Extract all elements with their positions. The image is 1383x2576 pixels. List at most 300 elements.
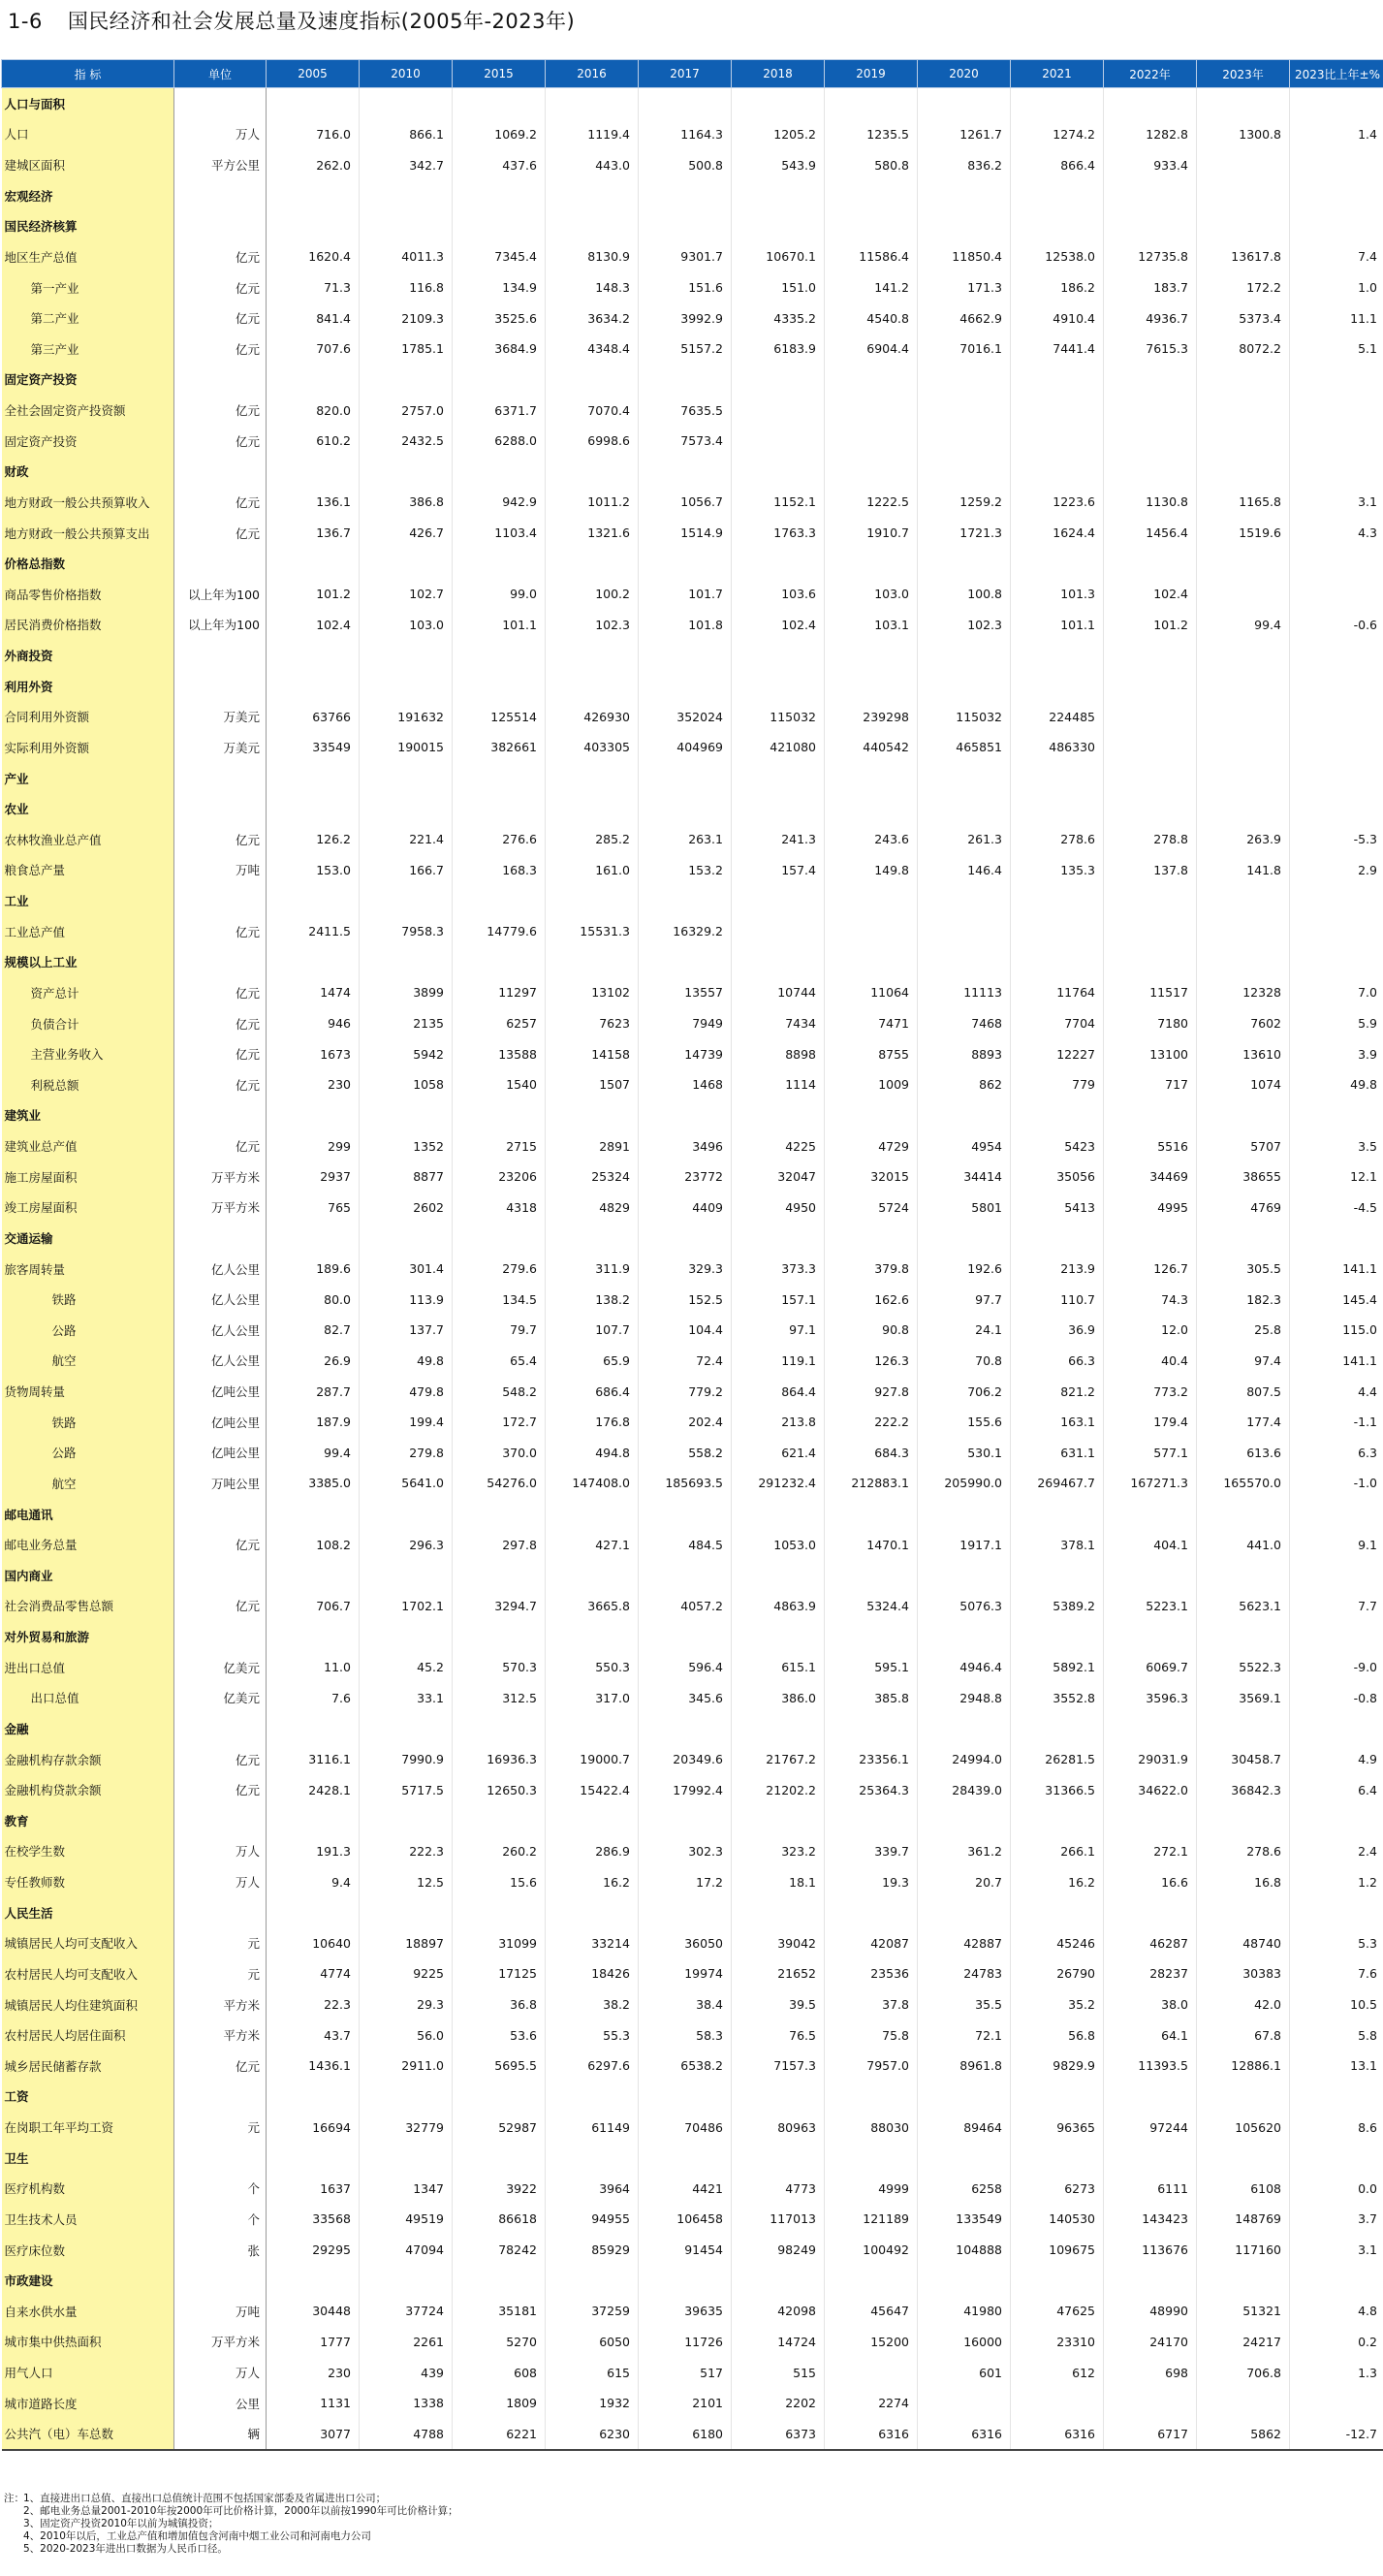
value-cell: 3077 bbox=[267, 2419, 360, 2451]
unit-cell bbox=[174, 2082, 267, 2113]
value-cell bbox=[1197, 395, 1290, 426]
value-cell: 101.3 bbox=[1011, 579, 1104, 610]
value-cell: 13100 bbox=[1104, 1038, 1197, 1069]
footnote-label bbox=[4, 2518, 23, 2530]
indicator-name: 农村居民人均可支配收入 bbox=[2, 1958, 174, 1989]
value-cell: 140530 bbox=[1011, 2204, 1104, 2235]
value-cell: 14779.6 bbox=[453, 916, 546, 947]
value-cell: 86618 bbox=[453, 2204, 546, 2235]
value-cell: 302.3 bbox=[639, 1836, 732, 1867]
value-cell: 230 bbox=[267, 2357, 360, 2388]
value-cell bbox=[1104, 548, 1197, 579]
value-cell: 1673 bbox=[267, 1038, 360, 1069]
value-cell: 1763.3 bbox=[732, 518, 825, 549]
footnote-line bbox=[4, 2543, 458, 2556]
value-cell: 443.0 bbox=[546, 149, 639, 180]
value-cell bbox=[1104, 702, 1197, 733]
value-cell bbox=[1290, 732, 1383, 763]
unit-cell bbox=[174, 211, 267, 242]
indicator-name: 用气人口 bbox=[2, 2357, 174, 2388]
value-cell bbox=[732, 395, 825, 426]
value-cell bbox=[732, 793, 825, 824]
value-cell bbox=[639, 793, 732, 824]
value-cell bbox=[918, 2388, 1011, 2419]
value-cell bbox=[918, 1499, 1011, 1530]
value-cell: 19974 bbox=[639, 1958, 732, 1989]
section-heading: 利用外资 bbox=[2, 671, 174, 702]
value-cell bbox=[639, 640, 732, 671]
table-row bbox=[2, 579, 1383, 610]
footnote-text: 4、2010年以后，工业总产值和增加值包含河南中烟工业公司和河南电力公司 bbox=[23, 2530, 371, 2542]
value-cell: 48990 bbox=[1104, 2296, 1197, 2327]
table-row bbox=[2, 1744, 1383, 1775]
value-cell: 11113 bbox=[918, 977, 1011, 1008]
indicator-name: 自来水供水量 bbox=[2, 2296, 174, 2327]
value-cell: 6221 bbox=[453, 2419, 546, 2451]
value-cell: 5695.5 bbox=[453, 2051, 546, 2082]
value-cell bbox=[360, 2265, 453, 2296]
value-cell bbox=[918, 1713, 1011, 1744]
unit-cell bbox=[174, 548, 267, 579]
value-cell: 6998.6 bbox=[546, 426, 639, 457]
unit-cell: 万平方米 bbox=[174, 1193, 267, 1224]
value-cell bbox=[267, 365, 360, 396]
value-cell bbox=[267, 793, 360, 824]
section-row bbox=[2, 2082, 1383, 2113]
value-cell bbox=[1011, 1621, 1104, 1652]
column-header: 2018 bbox=[732, 60, 825, 88]
value-cell: 89464 bbox=[918, 2112, 1011, 2143]
value-cell: 7434 bbox=[732, 1008, 825, 1039]
value-cell bbox=[918, 2265, 1011, 2296]
value-cell: 272.1 bbox=[1104, 1836, 1197, 1867]
value-cell: 3116.1 bbox=[267, 1744, 360, 1775]
value-cell bbox=[267, 180, 360, 211]
value-cell: 2135 bbox=[360, 1008, 453, 1039]
section-row bbox=[2, 885, 1383, 916]
value-cell: 1164.3 bbox=[639, 119, 732, 150]
value-cell bbox=[1197, 1100, 1290, 1131]
value-cell bbox=[1197, 916, 1290, 947]
value-cell: 137.7 bbox=[360, 1315, 453, 1346]
value-cell: 26.9 bbox=[267, 1346, 360, 1377]
value-cell: 15422.4 bbox=[546, 1774, 639, 1805]
unit-cell: 亿元 bbox=[174, 487, 267, 518]
value-cell bbox=[732, 1713, 825, 1744]
indicator-name: 在岗职工年平均工资 bbox=[2, 2112, 174, 2143]
value-cell: 46287 bbox=[1104, 1928, 1197, 1959]
unit-cell: 以上年为100 bbox=[174, 610, 267, 641]
value-cell: 163.1 bbox=[1011, 1407, 1104, 1438]
value-cell: 31366.5 bbox=[1011, 1774, 1104, 1805]
unit-cell: 元 bbox=[174, 2112, 267, 2143]
value-cell: 426930 bbox=[546, 702, 639, 733]
table-row bbox=[2, 824, 1383, 855]
value-cell: 25324 bbox=[546, 1161, 639, 1193]
value-cell: 11517 bbox=[1104, 977, 1197, 1008]
value-cell: 601 bbox=[918, 2357, 1011, 2388]
value-cell bbox=[918, 395, 1011, 426]
value-cell bbox=[732, 1499, 825, 1530]
value-cell bbox=[267, 1560, 360, 1591]
value-cell: 5717.5 bbox=[360, 1774, 453, 1805]
value-cell: 1540 bbox=[453, 1069, 546, 1100]
value-cell: 38.0 bbox=[1104, 1989, 1197, 2020]
value-cell: 530.1 bbox=[918, 1438, 1011, 1469]
value-cell: 26281.5 bbox=[1011, 1744, 1104, 1775]
value-cell: 106458 bbox=[639, 2204, 732, 2235]
value-cell: 2109.3 bbox=[360, 302, 453, 334]
value-cell bbox=[825, 1713, 918, 1744]
value-cell bbox=[732, 426, 825, 457]
value-cell bbox=[918, 793, 1011, 824]
value-cell bbox=[918, 947, 1011, 978]
value-cell: 379.8 bbox=[825, 1254, 918, 1285]
value-cell bbox=[267, 885, 360, 916]
unit-cell: 平方米 bbox=[174, 2019, 267, 2051]
value-cell: 329.3 bbox=[639, 1254, 732, 1285]
table-row bbox=[2, 1346, 1383, 1377]
value-cell: 6371.7 bbox=[453, 395, 546, 426]
indicator-name: 航空 bbox=[2, 1468, 174, 1499]
value-cell: 16936.3 bbox=[453, 1744, 546, 1775]
value-cell: 71.3 bbox=[267, 272, 360, 303]
value-cell: 35.5 bbox=[918, 1989, 1011, 2020]
value-cell bbox=[267, 88, 360, 119]
value-cell: 4950 bbox=[732, 1193, 825, 1224]
value-cell bbox=[546, 2265, 639, 2296]
value-cell: 299 bbox=[267, 1130, 360, 1161]
table-row bbox=[2, 1193, 1383, 1224]
value-cell bbox=[1011, 1897, 1104, 1928]
value-cell: 13.1 bbox=[1290, 2051, 1383, 2082]
value-cell bbox=[825, 395, 918, 426]
value-cell bbox=[1197, 1499, 1290, 1530]
value-cell bbox=[732, 2082, 825, 2113]
value-cell: 63766 bbox=[267, 702, 360, 733]
value-cell bbox=[1011, 1499, 1104, 1530]
value-cell bbox=[360, 1223, 453, 1254]
value-cell: 42098 bbox=[732, 2296, 825, 2327]
value-cell bbox=[825, 1897, 918, 1928]
value-cell: 152.5 bbox=[639, 1284, 732, 1315]
value-cell: 151.6 bbox=[639, 272, 732, 303]
value-cell: 297.8 bbox=[453, 1529, 546, 1560]
value-cell: 80.0 bbox=[267, 1284, 360, 1315]
value-cell bbox=[453, 457, 546, 488]
value-cell: 16.8 bbox=[1197, 1866, 1290, 1897]
value-cell bbox=[360, 1713, 453, 1744]
value-cell: 37259 bbox=[546, 2296, 639, 2327]
value-cell: 30448 bbox=[267, 2296, 360, 2327]
value-cell: 109675 bbox=[1011, 2235, 1104, 2266]
value-cell: -5.3 bbox=[1290, 824, 1383, 855]
value-cell bbox=[1290, 548, 1383, 579]
value-cell: 101.2 bbox=[267, 579, 360, 610]
value-cell bbox=[453, 1560, 546, 1591]
value-cell: 706.7 bbox=[267, 1591, 360, 1622]
value-cell: 305.5 bbox=[1197, 1254, 1290, 1285]
value-cell: 1338 bbox=[360, 2388, 453, 2419]
value-cell: 404.1 bbox=[1104, 1529, 1197, 1560]
value-cell: 1347 bbox=[360, 2174, 453, 2205]
value-cell bbox=[546, 671, 639, 702]
value-cell: 4946.4 bbox=[918, 1652, 1011, 1683]
unit-cell: 亿元 bbox=[174, 334, 267, 365]
value-cell: 13102 bbox=[546, 977, 639, 1008]
unit-cell bbox=[174, 365, 267, 396]
value-cell bbox=[546, 365, 639, 396]
section-heading: 邮电通讯 bbox=[2, 1499, 174, 1530]
section-heading: 产业 bbox=[2, 763, 174, 794]
value-cell bbox=[918, 1223, 1011, 1254]
column-header: 2021 bbox=[1011, 60, 1104, 88]
value-cell: 612 bbox=[1011, 2357, 1104, 2388]
unit-cell bbox=[174, 1805, 267, 1836]
value-cell: 5324.4 bbox=[825, 1591, 918, 1622]
value-cell: 31099 bbox=[453, 1928, 546, 1959]
table-row bbox=[2, 1161, 1383, 1193]
value-cell: 1069.2 bbox=[453, 119, 546, 150]
value-cell: 2274 bbox=[825, 2388, 918, 2419]
value-cell bbox=[453, 1897, 546, 1928]
table-row bbox=[2, 395, 1383, 426]
value-cell: 2948.8 bbox=[918, 1683, 1011, 1714]
value-cell: 42887 bbox=[918, 1928, 1011, 1959]
value-cell bbox=[1290, 2082, 1383, 2113]
value-cell bbox=[546, 1100, 639, 1131]
value-cell bbox=[546, 88, 639, 119]
value-cell: 115.0 bbox=[1290, 1315, 1383, 1346]
unit-cell: 元 bbox=[174, 1958, 267, 1989]
value-cell: 278.6 bbox=[1197, 1836, 1290, 1867]
indicator-table bbox=[1, 59, 1383, 2451]
indicator-name: 航空 bbox=[2, 1346, 174, 1377]
value-cell: 1785.1 bbox=[360, 334, 453, 365]
value-cell: 5641.0 bbox=[360, 1468, 453, 1499]
unit-cell bbox=[174, 793, 267, 824]
value-cell bbox=[1104, 2388, 1197, 2419]
value-cell: 361.2 bbox=[918, 1836, 1011, 1867]
value-cell: 7157.3 bbox=[732, 2051, 825, 2082]
value-cell bbox=[825, 947, 918, 978]
value-cell: 1235.5 bbox=[825, 119, 918, 150]
value-cell bbox=[267, 1499, 360, 1530]
value-cell bbox=[639, 885, 732, 916]
value-cell bbox=[1197, 947, 1290, 978]
value-cell: 279.6 bbox=[453, 1254, 546, 1285]
value-cell: 182.3 bbox=[1197, 1284, 1290, 1315]
unit-cell: 亿元 bbox=[174, 241, 267, 272]
value-cell: 28439.0 bbox=[918, 1774, 1011, 1805]
value-cell bbox=[1104, 1100, 1197, 1131]
value-cell: 151.0 bbox=[732, 272, 825, 303]
value-cell bbox=[1104, 947, 1197, 978]
value-cell bbox=[453, 947, 546, 978]
value-cell: 4769 bbox=[1197, 1193, 1290, 1224]
column-header: 2023比上年±% bbox=[1290, 60, 1383, 88]
value-cell bbox=[453, 1100, 546, 1131]
value-cell: 16000 bbox=[918, 2327, 1011, 2358]
value-cell: 9.4 bbox=[267, 1866, 360, 1897]
table-row bbox=[2, 2174, 1383, 2205]
value-cell bbox=[825, 457, 918, 488]
value-cell bbox=[1290, 885, 1383, 916]
value-cell: 373.3 bbox=[732, 1254, 825, 1285]
value-cell bbox=[360, 457, 453, 488]
value-cell: 6050 bbox=[546, 2327, 639, 2358]
value-cell: 6108 bbox=[1197, 2174, 1290, 2205]
column-header: 2020 bbox=[918, 60, 1011, 88]
value-cell bbox=[825, 211, 918, 242]
value-cell: 115032 bbox=[918, 702, 1011, 733]
value-cell: 773.2 bbox=[1104, 1376, 1197, 1407]
value-cell bbox=[639, 1560, 732, 1591]
value-cell: 45.2 bbox=[360, 1652, 453, 1683]
value-cell bbox=[825, 2143, 918, 2174]
value-cell: 1519.6 bbox=[1197, 518, 1290, 549]
value-cell: 117160 bbox=[1197, 2235, 1290, 2266]
value-cell bbox=[1197, 548, 1290, 579]
value-cell bbox=[453, 548, 546, 579]
value-cell: 103.6 bbox=[732, 579, 825, 610]
value-cell: 11.1 bbox=[1290, 302, 1383, 334]
value-cell: 29.3 bbox=[360, 1989, 453, 2020]
table-row bbox=[2, 272, 1383, 303]
value-cell: 345.6 bbox=[639, 1683, 732, 1714]
indicator-name: 固定资产投资 bbox=[2, 426, 174, 457]
value-cell: 12650.3 bbox=[453, 1774, 546, 1805]
value-cell: 113.9 bbox=[360, 1284, 453, 1315]
indicator-name: 城乡居民储蓄存款 bbox=[2, 2051, 174, 2082]
value-cell: 141.2 bbox=[825, 272, 918, 303]
value-cell: 4999 bbox=[825, 2174, 918, 2205]
value-cell bbox=[1011, 640, 1104, 671]
value-cell bbox=[639, 1805, 732, 1836]
value-cell: 2432.5 bbox=[360, 426, 453, 457]
value-cell: 4421 bbox=[639, 2174, 732, 2205]
value-cell bbox=[1197, 88, 1290, 119]
value-cell: 276.6 bbox=[453, 824, 546, 855]
value-cell: 141.1 bbox=[1290, 1254, 1383, 1285]
value-cell bbox=[1104, 793, 1197, 824]
value-cell: 102.4 bbox=[732, 610, 825, 641]
value-cell: 621.4 bbox=[732, 1438, 825, 1469]
value-cell: 3665.8 bbox=[546, 1591, 639, 1622]
value-cell: -12.7 bbox=[1290, 2419, 1383, 2451]
value-cell bbox=[453, 211, 546, 242]
value-cell bbox=[825, 916, 918, 947]
value-cell bbox=[1011, 457, 1104, 488]
value-cell: 385.8 bbox=[825, 1683, 918, 1714]
value-cell: 1114 bbox=[732, 1069, 825, 1100]
value-cell bbox=[1197, 671, 1290, 702]
unit-cell bbox=[174, 2143, 267, 2174]
footnote-text: 3、固定资产投资2010年以前为城镇投资； bbox=[23, 2518, 219, 2529]
indicator-name: 第一产业 bbox=[2, 272, 174, 303]
section-heading: 外商投资 bbox=[2, 640, 174, 671]
value-cell bbox=[918, 2082, 1011, 2113]
unit-cell bbox=[174, 1713, 267, 1744]
value-cell: 864.4 bbox=[732, 1376, 825, 1407]
value-cell: 13610 bbox=[1197, 1038, 1290, 1069]
value-cell bbox=[360, 1499, 453, 1530]
value-cell: 1721.3 bbox=[918, 518, 1011, 549]
value-cell bbox=[1104, 916, 1197, 947]
value-cell: 5270 bbox=[453, 2327, 546, 2358]
value-cell: 6.4 bbox=[1290, 1774, 1383, 1805]
value-cell: 36.8 bbox=[453, 1989, 546, 2020]
value-cell bbox=[918, 885, 1011, 916]
value-cell bbox=[825, 885, 918, 916]
value-cell: 440542 bbox=[825, 732, 918, 763]
value-cell bbox=[1290, 1100, 1383, 1131]
value-cell bbox=[453, 1713, 546, 1744]
indicator-name: 利税总额 bbox=[2, 1069, 174, 1100]
value-cell bbox=[1011, 211, 1104, 242]
value-cell: 25364.3 bbox=[825, 1774, 918, 1805]
value-cell: 70486 bbox=[639, 2112, 732, 2143]
footnote-text: 5、2020-2023年进出口数据为人民币口径。 bbox=[23, 2543, 228, 2555]
column-header: 2022年 bbox=[1104, 60, 1197, 88]
value-cell: 117013 bbox=[732, 2204, 825, 2235]
value-cell bbox=[546, 1499, 639, 1530]
value-cell bbox=[453, 2143, 546, 2174]
value-cell bbox=[1104, 671, 1197, 702]
value-cell bbox=[825, 365, 918, 396]
value-cell: 1514.9 bbox=[639, 518, 732, 549]
table-row bbox=[2, 2235, 1383, 2266]
value-cell: 1917.1 bbox=[918, 1529, 1011, 1560]
value-cell: 2937 bbox=[267, 1161, 360, 1193]
value-cell: 5389.2 bbox=[1011, 1591, 1104, 1622]
section-row bbox=[2, 1560, 1383, 1591]
value-cell: 7.0 bbox=[1290, 977, 1383, 1008]
value-cell: -1.0 bbox=[1290, 1468, 1383, 1499]
value-cell bbox=[546, 2143, 639, 2174]
value-cell: 16.2 bbox=[546, 1866, 639, 1897]
table-row bbox=[2, 1652, 1383, 1683]
indicator-name: 邮电业务总量 bbox=[2, 1529, 174, 1560]
unit-cell bbox=[174, 1560, 267, 1591]
value-cell: 4.3 bbox=[1290, 518, 1383, 549]
value-cell: 33549 bbox=[267, 732, 360, 763]
value-cell bbox=[1011, 1100, 1104, 1131]
indicator-name: 施工房屋面积 bbox=[2, 1161, 174, 1193]
unit-cell: 亿元 bbox=[174, 1130, 267, 1161]
value-cell: 707.6 bbox=[267, 334, 360, 365]
value-cell bbox=[1290, 457, 1383, 488]
footnote-label bbox=[4, 2530, 23, 2543]
section-row bbox=[2, 671, 1383, 702]
value-cell bbox=[1290, 2388, 1383, 2419]
indicator-name: 城市道路长度 bbox=[2, 2388, 174, 2419]
indicator-name: 铁路 bbox=[2, 1284, 174, 1315]
unit-cell: 元 bbox=[174, 1928, 267, 1959]
value-cell: 155.6 bbox=[918, 1407, 1011, 1438]
footnote-text: 1、直接进出口总值、直接出口总值统计范围不包括国家部委及省属进出口公司； bbox=[23, 2493, 387, 2504]
value-cell: 4.9 bbox=[1290, 1744, 1383, 1775]
value-cell: -9.0 bbox=[1290, 1652, 1383, 1683]
value-cell: 97.7 bbox=[918, 1284, 1011, 1315]
unit-cell: 万人 bbox=[174, 119, 267, 150]
value-cell: 4774 bbox=[267, 1958, 360, 1989]
value-cell: 765 bbox=[267, 1193, 360, 1224]
unit-cell bbox=[174, 885, 267, 916]
value-cell: 47094 bbox=[360, 2235, 453, 2266]
value-cell bbox=[546, 211, 639, 242]
value-cell: 1259.2 bbox=[918, 487, 1011, 518]
